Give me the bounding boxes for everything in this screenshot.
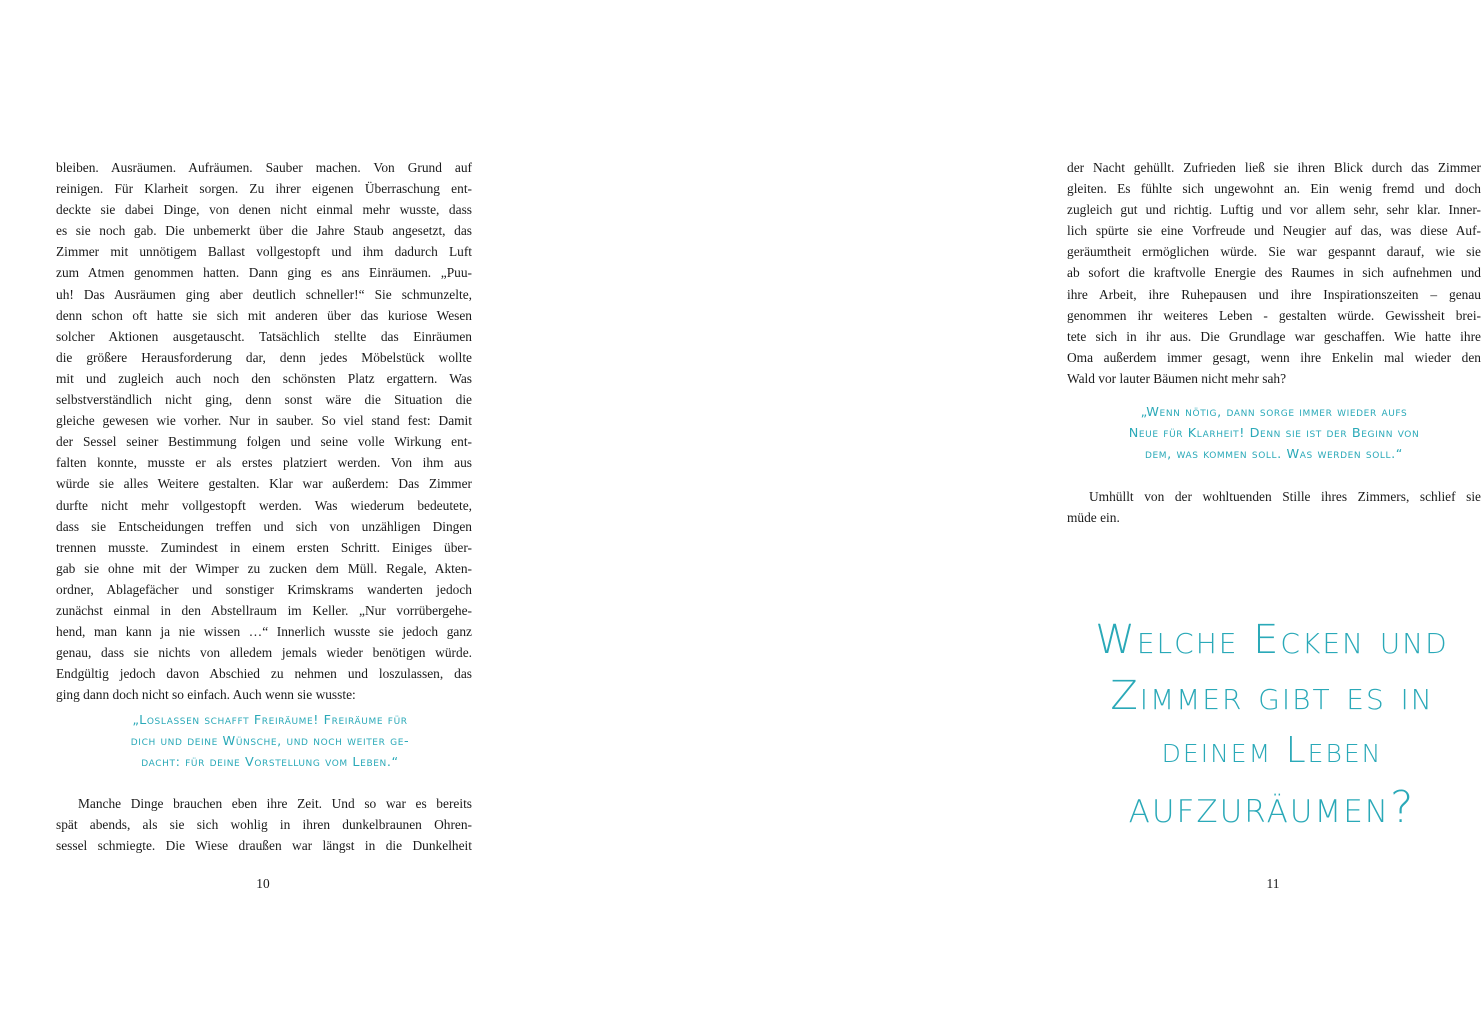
body-line: gleiche gewesen wie vorher. Nur in sauber. So viel stand fest: Damit bbox=[56, 413, 472, 429]
body-line: ab sofort die kraftvolle Energie des Raumes in sich aufnehmen und bbox=[1067, 265, 1481, 281]
body-line: solcher Aktionen ausgetauscht. Tatsächlich stellte das Einräumen bbox=[56, 328, 472, 344]
quote-line: „Wenn nötig, dann sorge immer wieder aufs bbox=[1140, 405, 1408, 420]
body-line: ging dann doch nicht so einfach. Auch wenn sie wusste: bbox=[56, 687, 356, 703]
body-line: lich spürte sie eine Vorfreude und Neugier auf das, was diese Auf- bbox=[1067, 223, 1481, 239]
left-body-text bbox=[56, 157, 472, 705]
right-body-text-2 bbox=[1067, 486, 1481, 528]
body-line: dass sie Entscheidungen treffen und sich von unzähligen Dingen bbox=[56, 518, 472, 534]
body-line: Zimmer mit unnötigem Ballast vollgestopft und ihm dadurch Luft bbox=[56, 244, 472, 260]
quote-line: dacht: für deine Vorstellung vom Leben.“ bbox=[141, 755, 399, 770]
quote-line: dem, was kommen soll. Was werden soll.“ bbox=[1144, 447, 1404, 462]
body-line: durfte nicht mehr vollgestopft werden. Was wiederum bedeutete, bbox=[56, 497, 472, 513]
big-question-heading bbox=[1072, 612, 1472, 838]
question-line: Welche Ecken und bbox=[1095, 617, 1449, 663]
body-line: denn schon oft hatte sie sich mit anderen über das kuriose Wesen bbox=[56, 307, 472, 323]
body-line: selbstverständlich nicht ging, denn sonst wäre die Situation die bbox=[56, 392, 472, 408]
body-line: reinigen. Für Klarheit sorgen. Zu ihrer eigenen Überraschung ent- bbox=[56, 181, 472, 197]
body-line: genommen ihr weiteres Leben - gestalten würde. Gewissheit brei- bbox=[1067, 307, 1481, 323]
body-line: uh! Das Ausräumen ging aber deutlich schneller!“ Sie schmunzelte, bbox=[56, 286, 472, 302]
body-line: Wald vor lauter Bäumen nicht mehr sah? bbox=[1067, 370, 1287, 386]
body-line: deckte sie dabei Dinge, von denen nicht einmal mehr wusste, dass bbox=[56, 202, 472, 218]
body-line: zunächst einmal in den Abstellraum im Keller. „Nur vorrübergehe- bbox=[56, 602, 472, 618]
body-line: Manche Dinge brauchen eben ihre Zeit. Und so war es bereits bbox=[78, 796, 472, 811]
right-page bbox=[512, 0, 1481, 1024]
body-line: sessel schmiegte. Die Wiese draußen war längst in die Dunkelheit bbox=[56, 838, 472, 854]
page-number-left: 10 bbox=[256, 876, 270, 891]
question-line: aufzuräumen? bbox=[1128, 782, 1416, 833]
body-line: mit und zugleich auch noch den schönsten Platz ergattern. Was bbox=[56, 370, 472, 386]
body-line: spät abends, als sie sich wohlig in ihren dunkelbraunen Ohren- bbox=[56, 817, 472, 833]
body-line: hend, man kann ja nie wissen …“ Innerlich wusste sie jedoch ganz bbox=[56, 624, 472, 640]
left-body-text-2 bbox=[56, 793, 472, 856]
right-body-text bbox=[1067, 157, 1481, 389]
body-line: ordner, Ablagefächer und sonstiger Krimskrams wanderten jedoch bbox=[56, 581, 472, 597]
body-line: der Nacht gehüllt. Zufrieden ließ sie ihren Blick durch das Zimmer bbox=[1067, 160, 1481, 175]
body-line: die größere Herausforderung dar, denn jedes Möbelstück wollte bbox=[56, 349, 472, 365]
body-line: gleiten. Es fühlte sich ungewohnt an. Ein wenig fremd und doch bbox=[1067, 181, 1481, 197]
body-line: tete sich in ihr aus. Die Grundlage war geschaffen. Wie hatte ihre bbox=[1067, 328, 1481, 344]
page-number-right: 11 bbox=[1266, 876, 1280, 891]
left-page bbox=[0, 0, 512, 1024]
body-line: zugleich gut und richtig. Luftig und vor allem sehr, sehr klar. Inner- bbox=[1067, 202, 1481, 218]
body-line: genau, dass sie nichts von alledem jemals wieder benötigen würde. bbox=[56, 645, 472, 661]
body-line: der Sessel seiner Bestimmung folgen und seine volle Wirkung ent- bbox=[56, 434, 472, 450]
body-line: bleiben. Ausräumen. Aufräumen. Sauber machen. Von Grund auf bbox=[56, 160, 472, 175]
body-line: zum Atmen genommen hatten. Dann ging es ans Einräumen. „Puu- bbox=[56, 265, 472, 281]
right-quote bbox=[1072, 402, 1476, 465]
left-quote bbox=[70, 710, 470, 773]
body-line: trennen musste. Zumindest in einem ersten Schritt. Einiges über- bbox=[56, 539, 472, 555]
body-line: Umhüllt von der wohltuenden Stille ihres Zimmers, schlief sie bbox=[1089, 489, 1481, 504]
quote-line: dich und deine Wünsche, und noch weiter ge- bbox=[130, 734, 410, 749]
body-line: ihre Arbeit, ihre Ruhepausen und ihre Inspirationszeiten – genau bbox=[1067, 286, 1481, 302]
body-line: Endgültig jedoch davon Abschied zu nehmen und loszulassen, das bbox=[56, 666, 472, 682]
body-line: gab sie ohne mit der Wimper zu zucken dem Müll. Regale, Akten- bbox=[56, 560, 472, 576]
body-line: geräumtheit ermöglichen würde. Sie war gespannt darauf, wie sie bbox=[1067, 244, 1481, 260]
quote-line: „Loslassen schafft Freiräume! Freiräume für bbox=[132, 713, 408, 728]
question-line: Zimmer gibt es in bbox=[1110, 673, 1434, 719]
quote-line: Neue für Klarheit! Denn sie ist der Beginn von bbox=[1128, 426, 1420, 441]
body-line: es sie noch gab. Die unbemerkt über die Jahre Staub angesetzt, das bbox=[56, 223, 472, 239]
question-line: deinem Leben bbox=[1161, 730, 1383, 771]
body-line: würde sie alles Weitere gestalten. Klar war außerdem: Das Zimmer bbox=[56, 476, 472, 492]
body-line: Oma außerdem immer gesagt, wenn ihre Enkelin mal wieder den bbox=[1067, 349, 1481, 365]
body-line: falten konnte, musste er als erstes platziert werden. Von ihm aus bbox=[56, 455, 472, 471]
body-line: müde ein. bbox=[1067, 510, 1120, 526]
